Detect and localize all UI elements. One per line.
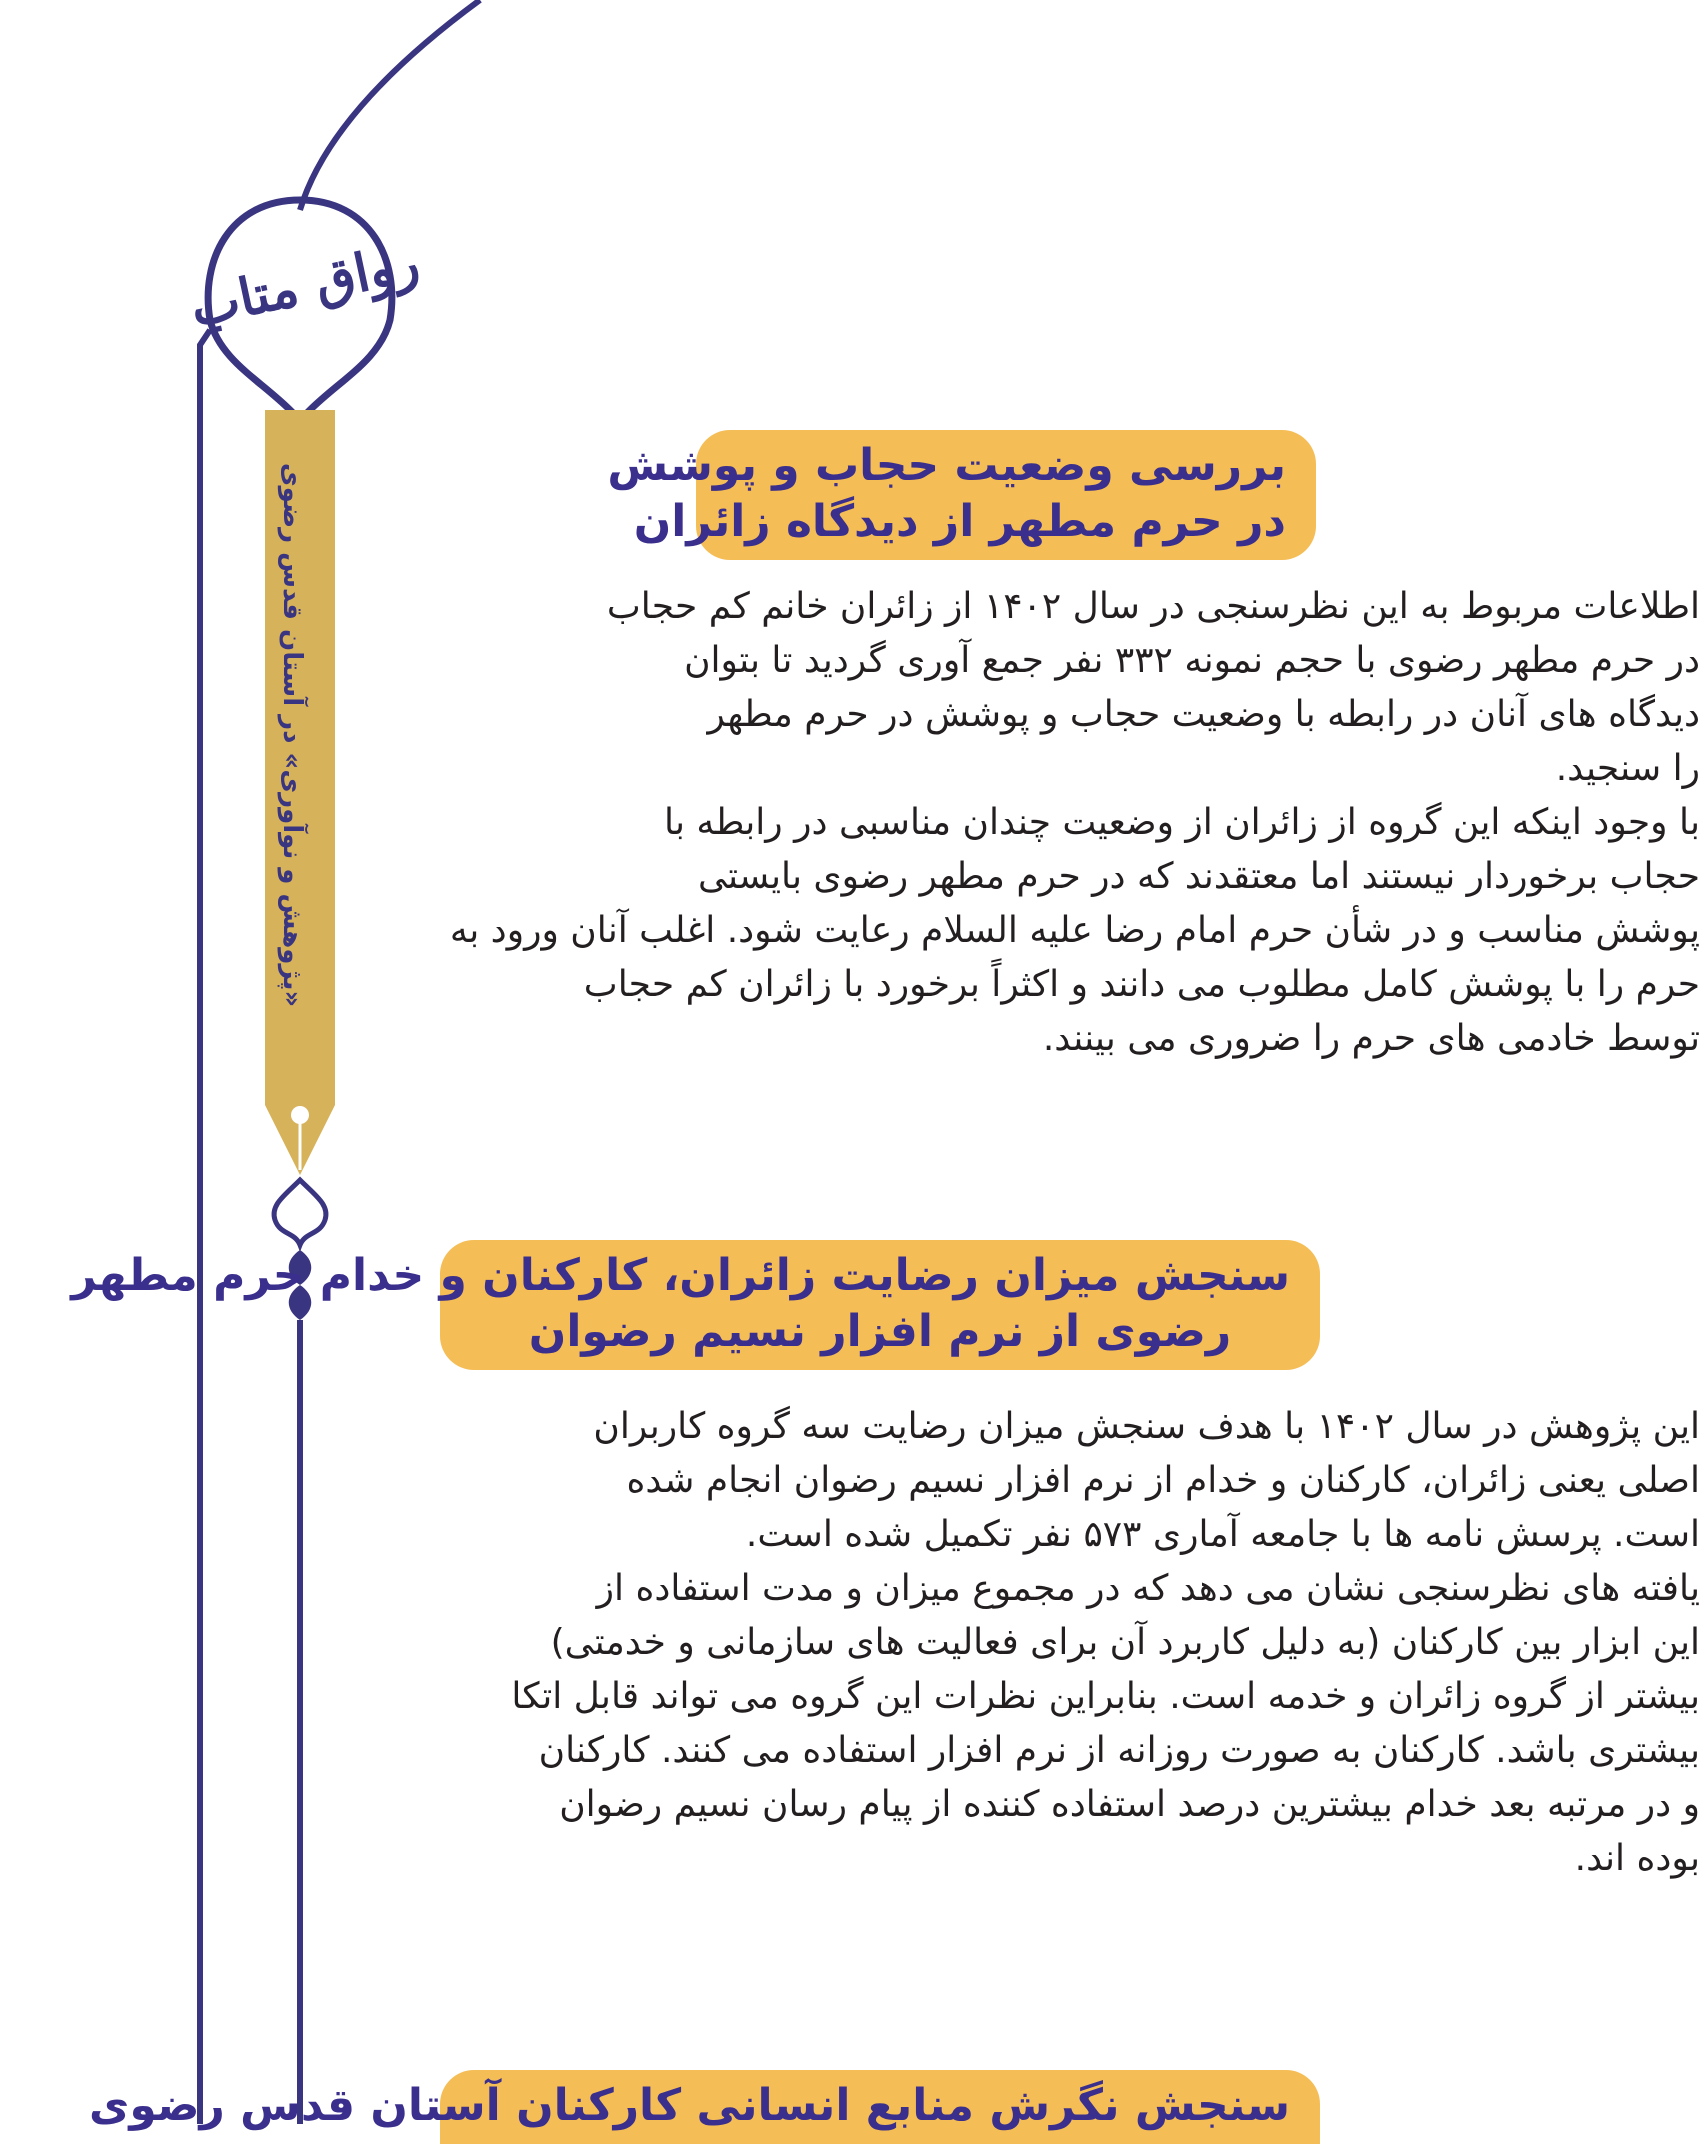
logo — [185, 210, 425, 360]
body-line: است. پرسش نامه ها با جامعه آماری ۵۷۳ نفر تکمیل شده است. — [745, 1514, 1700, 1555]
side-label-text: «پژوهش و نوآوری» در آستان قدس رضوی — [277, 462, 307, 1008]
body-line: در حرم مطهر رضوی با حجم نمونه ۳۳۲ نفر جمع آوری گردید تا بتوان — [684, 640, 1700, 681]
body-line: دیدگاه های آنان در رابطه با وضعیت حجاب و پوشش در حرم مطهر — [707, 694, 1700, 735]
section-title — [89, 2070, 1320, 2144]
section-title-line: در حرم مطهر از دیدگاه زائران — [633, 496, 1286, 547]
arch-curve — [300, 0, 480, 210]
ornament — [274, 1180, 326, 1245]
body-line: یافته های نظرسنجی نشان می دهد که در مجموع میزان و مدت استفاده از — [596, 1568, 1700, 1609]
outer-border — [200, 330, 210, 2124]
body-line: و در مرتبه بعد خدام بیشترین درصد استفاده کننده از پیام رسان نسیم رضوان — [559, 1784, 1700, 1825]
logo-text: رواق متاب — [185, 231, 425, 339]
body-line: پوشش مناسب و در شأن حرم امام رضا علیه السلام رعایت شود. اغلب آنان ورود به — [449, 910, 1700, 951]
section-title-line: بررسی وضعیت حجاب و پوشش — [607, 440, 1286, 491]
body-line: بیشتر از گروه زائران و خدمه است. بنابراین نظرات این گروه می تواند قابل اتکا — [511, 1676, 1700, 1717]
body-line: بوده اند. — [1574, 1838, 1700, 1879]
side-label — [262, 410, 322, 1060]
section-title-line: سنجش نگرش منابع انسانی کارکنان آستان قدس رضوی — [89, 2080, 1290, 2131]
body-line: اطلاعات مربوط به این نظرسنجی در سال ۱۴۰۲ از زائران خانم کم حجاب — [606, 586, 1700, 627]
section-title-line: رضوی از نرم افزار نسیم رضوان — [528, 1306, 1232, 1357]
body-line: این ابزار بین کارکنان (به دلیل کاربرد آن برای فعالیت های سازمانی و خدمتی) — [550, 1622, 1700, 1663]
body-line: حجاب برخوردار نیستند اما معتقدند که در حرم مطهر رضوی بایستی — [698, 856, 1700, 897]
body-line: حرم را با پوشش کامل مطلوب می دانند و اکثراً برخورد با زائران کم حجاب — [583, 964, 1700, 1005]
section-body — [400, 580, 1700, 1066]
section-title — [607, 430, 1316, 560]
body-line: توسط خادمی های حرم را ضروری می بینند. — [1042, 1018, 1700, 1059]
body-line: اصلی یعنی زائران، کارکنان و خدام از نرم افزار نسیم رضوان انجام شده — [626, 1460, 1700, 1501]
section-title — [71, 1240, 1320, 1370]
body-line: با وجود اینکه این گروه از زائران از وضعیت چندان مناسبی در رابطه با — [663, 802, 1700, 843]
body-line: را سنجید. — [1555, 748, 1700, 789]
section-title-line: سنجش میزان رضایت زائران، کارکنان و خدام حرم مطهر — [71, 1250, 1290, 1301]
section-body — [400, 1400, 1700, 1886]
body-line: بیشتری باشد. کارکنان به صورت روزانه از نرم افزار استفاده می کنند. کارکنان — [538, 1730, 1700, 1771]
body-line: این پژوهش در سال ۱۴۰۲ با هدف سنجش میزان رضایت سه گروه کاربران — [593, 1406, 1700, 1447]
